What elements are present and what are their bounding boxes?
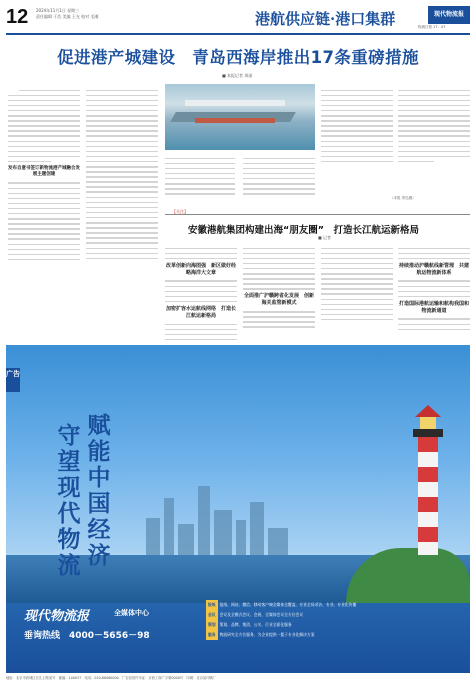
ad-tag: 广告 <box>6 368 20 392</box>
article-column-2 <box>86 86 158 341</box>
feature-subhead-left-2: 加密扩容水运航线网络 打造长江航运新格局 <box>165 305 236 319</box>
logo-subline: 物流日报 17：07 <box>418 25 446 29</box>
date-line: 2024年11月1日 星期三 <box>36 8 80 13</box>
newspaper-logo: 现代物流报 <box>428 6 470 24</box>
port-aerial-photo <box>165 84 315 150</box>
lighthouse-lamp <box>420 417 436 429</box>
byline: ■ 本报记者 周丽 <box>222 73 253 78</box>
advertisement <box>6 345 470 673</box>
feature-subhead-right-2: 打造国际港航运输和航构我国和物流新通道 <box>398 300 469 314</box>
photo-caption: （本报 青岛摄） <box>390 196 416 200</box>
feature-column-1 <box>165 244 237 342</box>
editor-line: 责任编辑 于浩 美编 王光 校对 毛湘 <box>36 13 99 19</box>
header-rule <box>6 33 470 35</box>
article-column-photo-below <box>165 154 235 206</box>
feature-title: 安徽港航集团构建出海“朋友圈” 打造长江航运新格局 <box>188 225 419 236</box>
feature-subhead-left-1: 改革创新向海图强 新区做好经略海洋大文章 <box>165 262 236 276</box>
headline: 促进港产城建设 青岛西海岸推出17条重磅措施 <box>57 48 419 67</box>
article-column-3 <box>321 86 393 196</box>
header-meta <box>36 8 156 19</box>
section-title: 港航供应链·港口集群 <box>255 10 396 28</box>
article-column-1 <box>8 86 80 341</box>
ad-slogan-left: 守望现代物流 <box>57 422 81 579</box>
feature-byline: ■ 记者 <box>318 235 332 240</box>
ad-media-center: 全媒体中心 <box>114 609 149 617</box>
article-column-4 <box>398 86 470 194</box>
feature-subhead-right-1: 持续推动沪赣航线新管理 共建航运物流新体系 <box>398 262 469 276</box>
ad-business-item: 服务 物流研究全方位服务、为企业提供一揽子专业化解决方案 <box>206 630 461 640</box>
feature-tag: 【关注】 <box>172 209 188 214</box>
ad-business-item: 报纸 报纸、网站、微信、移动客户端全媒体全覆盖、专业全局采访、专业、专业化传播 <box>206 600 461 610</box>
ad-hotline: 垂询热线 4000－5656－98 <box>24 631 150 641</box>
ad-business-list <box>206 600 461 640</box>
ad-slogan-right: 赋能中国经济 <box>87 412 111 569</box>
col1-subhead: 发布自意书签订新物流港产城融合发展主题创建 <box>8 166 80 178</box>
lighthouse-roof <box>415 405 441 417</box>
article-column-photo-below-2 <box>243 154 315 206</box>
lighthouse-icon <box>418 437 438 555</box>
feature-subhead-mid: 全面推广沪赣跨省化发展 创新海关监管新模式 <box>243 293 314 307</box>
ad-business-item: 策划 策划、品牌、集团、公关、行业全面化服务 <box>206 620 461 630</box>
feature-column-3 <box>321 244 393 342</box>
ad-brand: 现代物流报 <box>24 609 90 624</box>
feature-column-2 <box>243 244 315 342</box>
feature-column-4 <box>398 244 470 342</box>
page-footer: 地址：北京市西城区北礼士路某号 邮编：100037 电话：010-68060000 广告经营许可证：京西工商广字第0000号 印刷：北京某印刷厂 <box>6 676 217 680</box>
feature-rule <box>165 214 470 215</box>
page-number: 12 <box>6 6 29 28</box>
lighthouse-gallery <box>413 429 443 437</box>
ad-business-item: 会议 会议及全模式会议、会展、全媒体会议全方位会议 <box>206 610 461 620</box>
